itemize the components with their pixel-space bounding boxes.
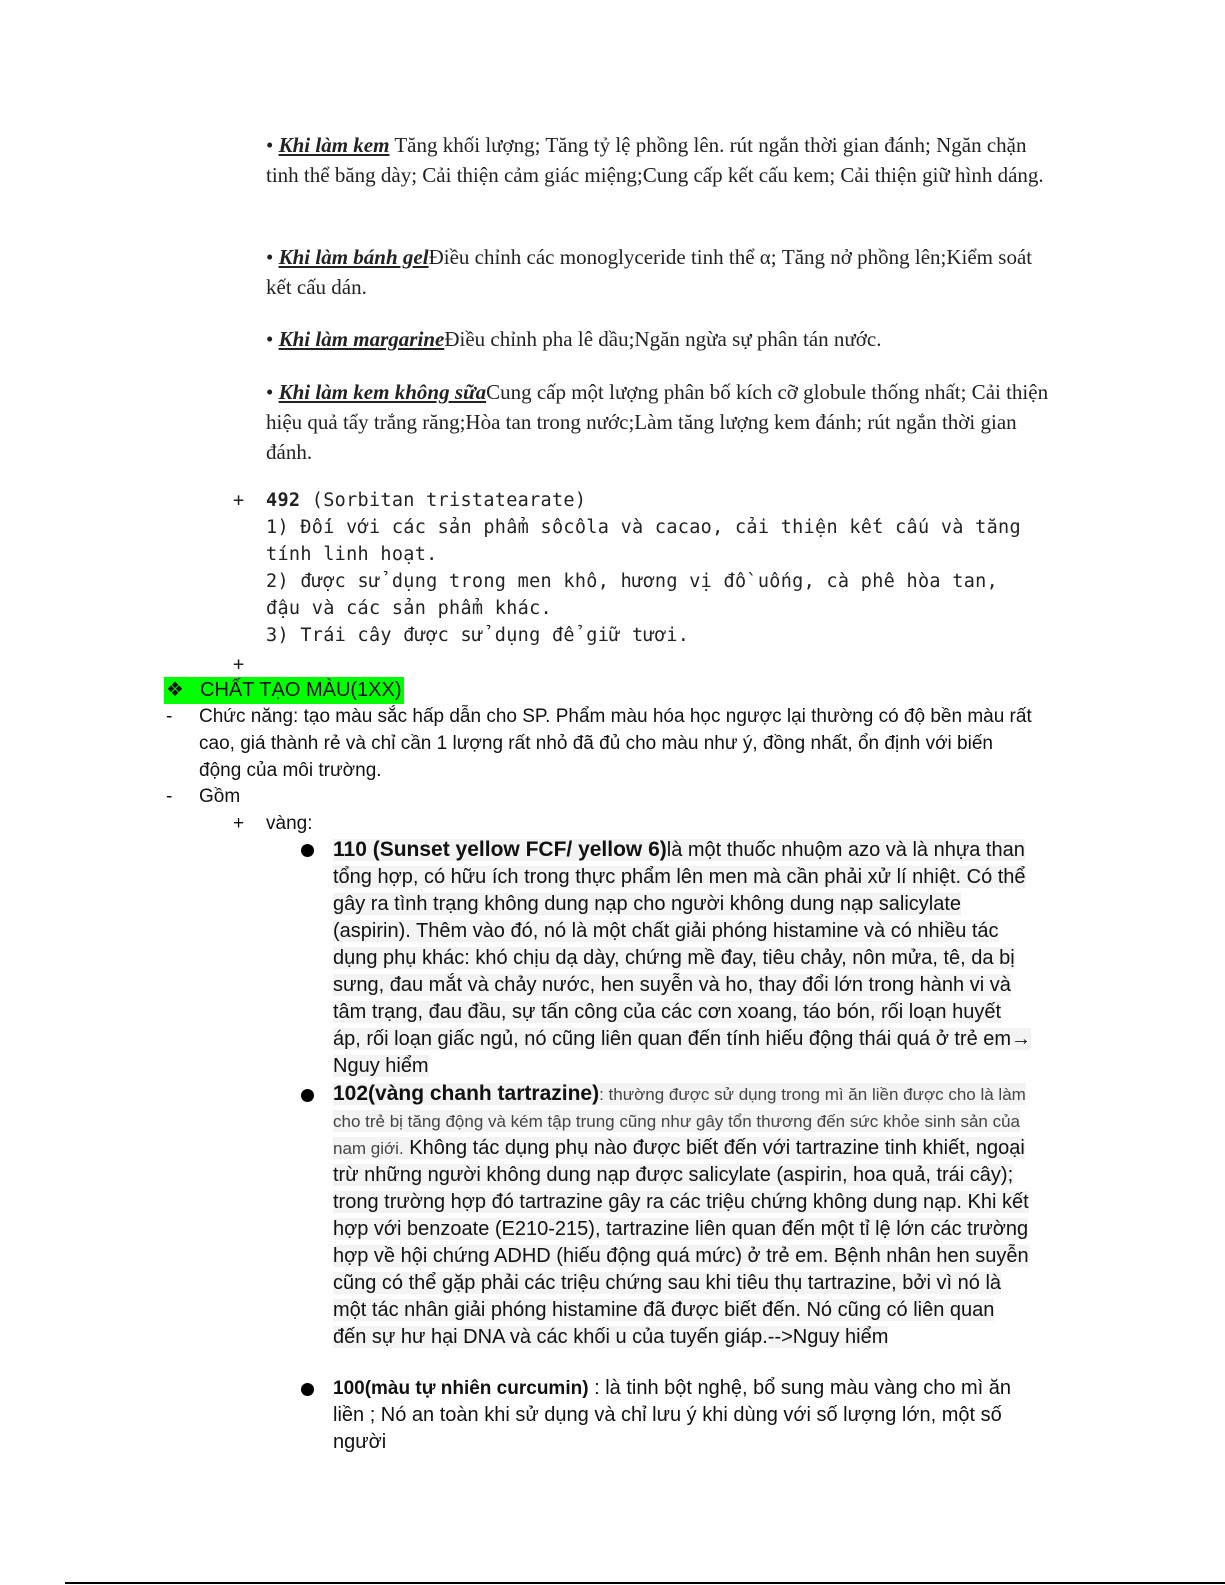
bullet-dot-icon [301, 1383, 314, 1396]
usage-item-non-dairy-cream [266, 377, 1056, 467]
e492-line-1: 1) Đối với các sản phẩm sôcôla và cacao, cải thiện kết cấu và tăng tính linh hoạt. [266, 517, 1021, 565]
bullet-dot-icon [301, 1089, 314, 1102]
usage-term: Khi làm kem không sữa [278, 380, 487, 404]
color-100-item [333, 1375, 1033, 1456]
e492-name: (Sorbitan tristatearate) [300, 490, 587, 511]
usage-text: Cung cấp một lượng phân bố kích cỡ globule thống nhất; Cải thiện hiệu quả tẩy trắng răng;Hòa tan trong nước;Làm tăng lượng kem đánh; rút ngắn thời gian đánh. [266, 380, 1049, 464]
diamond-bullet-icon: ❖ [166, 679, 184, 701]
dash-marker: - [166, 706, 173, 727]
usage-text: Điều chỉnh pha lê dầu;Ngăn ngừa sự phân tán nước. [444, 327, 882, 351]
e492-line-3: 3) Trái cây được sử dụng để giữ tươi. [266, 625, 690, 646]
usage-term: Khi làm margarine [278, 327, 445, 351]
bullet-dot-icon [301, 844, 314, 857]
color-110-text: là một thuốc nhuộm azo và là nhựa than tổng hợp, có hữu ích trong thực phẩm lên men mà cần phải xử lí nhiệt. Có thể gây ra tình trạng không dung nạp cho người không dung nạp salicylate (aspirin). Thêm vào đó, nó là một chất giải phóng histamine và có nhiều tác dụng phụ khác: khó chịu dạ dày, chứng mề đay, tiêu chảy, nôn mửa, tê, da bị sưng, đau mắt và chảy nước, hen suyễn và ho, thay đổi lớn trong hành vi và tâm trạng, đau đầu, sự tấn công của các cơn xoang, táo bón, rối loạn huyết áp, rối loạn giấc ngủ, nó cũng liên quan đến tính hiếu động thái quá ở trẻ em→ Nguy hiểm [333, 839, 1032, 1077]
color-110-title: 110 (Sunset yellow FCF/ yellow 6) [333, 838, 667, 861]
color-100-text: : là tinh bột nghệ, bổ sung màu vàng cho mì ăn liền ; Nó an toàn khi sử dụng và chỉ lưu ý khi dùng với số lượng lớn, một số người [333, 1377, 1012, 1453]
usage-term: Khi làm bánh gel [278, 245, 429, 269]
section-title: CHẤT TẠO MÀU(1XX) [200, 679, 402, 701]
color-102-summary: : thường được sử dụng trong mì ăn liền được cho là làm cho trẻ bị tăng động và kém tập trung cũng như gây tổn thương đến sức khỏe sinh sản của nam giới. [333, 1085, 1026, 1158]
color-110-item [333, 836, 1033, 1080]
e492-heading [266, 487, 1036, 514]
vang-text: vàng: [266, 813, 313, 834]
gom-text: Gồm [199, 786, 241, 807]
bullet-mark: • [266, 245, 279, 269]
color-102-item [333, 1080, 1033, 1351]
page-bottom-rule [65, 1582, 1225, 1584]
usage-item-margarine [266, 324, 1056, 354]
bullet-mark: • [266, 380, 279, 404]
usage-item-ice-cream [266, 130, 1056, 190]
plus-marker: + [233, 813, 245, 834]
color-100-title: 100(màu tự nhiên curcumin) [333, 1378, 589, 1399]
color-102-text: Không tác dụng phụ nào được biết đến với tartrazine tinh khiết, ngoại trừ những người không dung nạp được salicylate (aspirin, hoa quả, trái cây); trong trường hợp đó tartrazine gây ra các triệu chứng không dung nạp. Khi kết hợp với benzoate (E210-215), tartrazine liên quan đến một tỉ lệ lớn các trường hợp về hội chứng ADHD (hiếu động quá mức) ở trẻ em. Bệnh nhân hen suyễn cũng có thể gặp phải các triệu chứng sau khi tiêu thụ tartrazine, bởi vì nó là một tác nhân giải phóng histamine đã được biết đến. Nó cũng có liên quan đến sự hư hại DNA và các khối u của tuyến giáp.-->Nguy hiểm [333, 1137, 1029, 1348]
section-heading [164, 677, 404, 704]
bullet-mark: • [266, 133, 279, 157]
bullet-mark: • [266, 327, 279, 351]
usage-item-gel-cake [266, 242, 1056, 302]
e492-code: 492 [266, 490, 301, 511]
usage-text: Điều chỉnh các monoglyceride tinh thể α; Tăng nở phồng lên;Kiểm soát kết cấu dán. [266, 245, 1033, 299]
function-text: Chức năng: tạo màu sắc hấp dẫn cho SP. Phẩm màu hóa học ngược lại thường có độ bền màu rất cao, giá thành rẻ và chỉ cần 1 lượng rất nhỏ đã đủ cho màu như ý, đồng nhất, ổn định với biến động của môi trường. [199, 706, 1032, 781]
plus-marker: + [233, 490, 245, 511]
color-102-title: 102(vàng chanh tartrazine) [333, 1082, 600, 1105]
usage-term: Khi làm kem [278, 133, 390, 157]
e492-block [266, 487, 1036, 649]
usage-text: Tăng khối lượng; Tăng tỷ lệ phồng lên. rút ngắn thời gian đánh; Ngăn chặn tinh thể băng dày; Cải thiện cảm giác miệng;Cung cấp kết cấu kem; Cải thiện giữ hình dáng. [266, 133, 1044, 187]
dash-marker: - [166, 786, 173, 807]
plus-marker-empty: + [233, 654, 245, 675]
e492-line-2: 2) được sử dụng trong men khô, hương vị đồ uống, cà phê hòa tan, đậu và các sản phẩm khác. [266, 571, 999, 619]
